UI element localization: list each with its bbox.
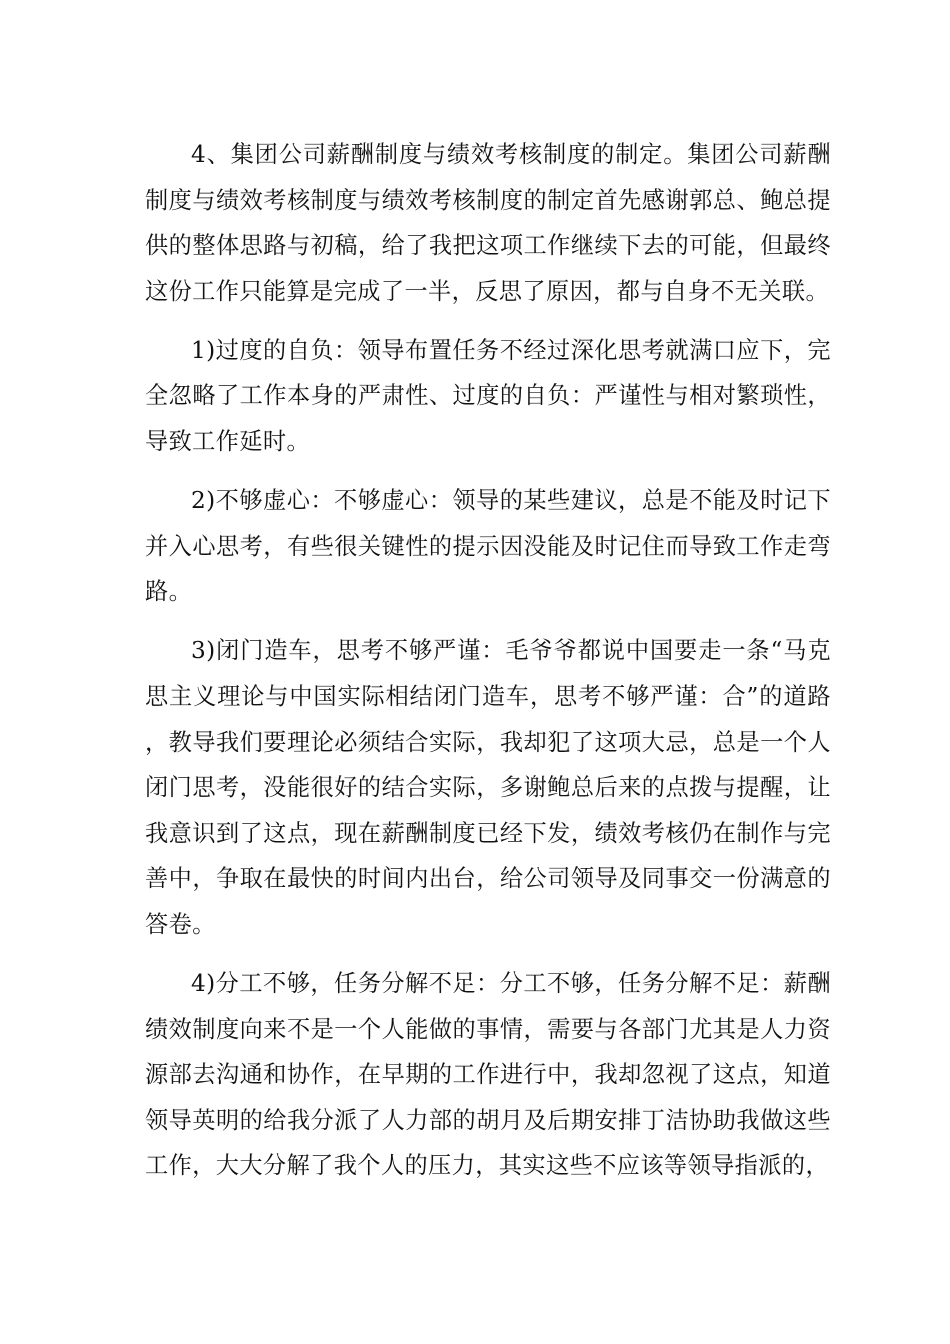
paragraph-item-2: 2)不够虚心：不够虚心：领导的某些建议，总是不能及时记下并入心思考，有些很关键性的提示因没能及时记住而导致工作走弯路。	[145, 487, 831, 606]
paragraph-section-4: 4、集团公司薪酬制度与绩效考核制度的制定。集团公司薪酬制度与绩效考核制度与绩效考核制度的制定首先感谢郭总、鲍总提供的整体思路与初稿，给了我把这项工作继续下去的可能，但最终这份工作只能算是完成了一半，反思了原因，都与自身不无关联。	[145, 141, 831, 305]
paragraph-item-3: 3)闭门造车，思考不够严谨：毛爷爷都说中国要走一条“马克思主义理论与中国实际相结闭门造车，思考不够严谨：合”的道路，教导我们要理论必须结合实际，我却犯了这项大忌，总是一个人闭门思考，没能很好的结合实际，多谢鲍总后来的点拨与提醒，让我意识到了这点，现在薪酬制度已经下发，绩效考核仍在制作与完善中，争取在最快的时间内出台，给公司领导及同事交一份满意的答卷。	[145, 637, 831, 938]
document-body	[145, 132, 831, 1203]
paragraph-item-1: 1)过度的自负：领导布置任务不经过深化思考就满口应下，完全忽略了工作本身的严肃性、过度的自负：严谨性与相对繁琐性，导致工作延时。	[145, 336, 831, 456]
paragraph-item-4: 4)分工不够，任务分解不足：分工不够，任务分解不足：薪酬绩效制度向来不是一个人能做的事情，需要与各部门尤其是人力资源部去沟通和协作，在早期的工作进行中，我却忽视了这点，知道领导英明的给我分派了人力部的胡月及后期安排丁洁协助我做这些工作，大大分解了我个人的压力，其实这些不应该等领导指派的，	[145, 970, 831, 1180]
